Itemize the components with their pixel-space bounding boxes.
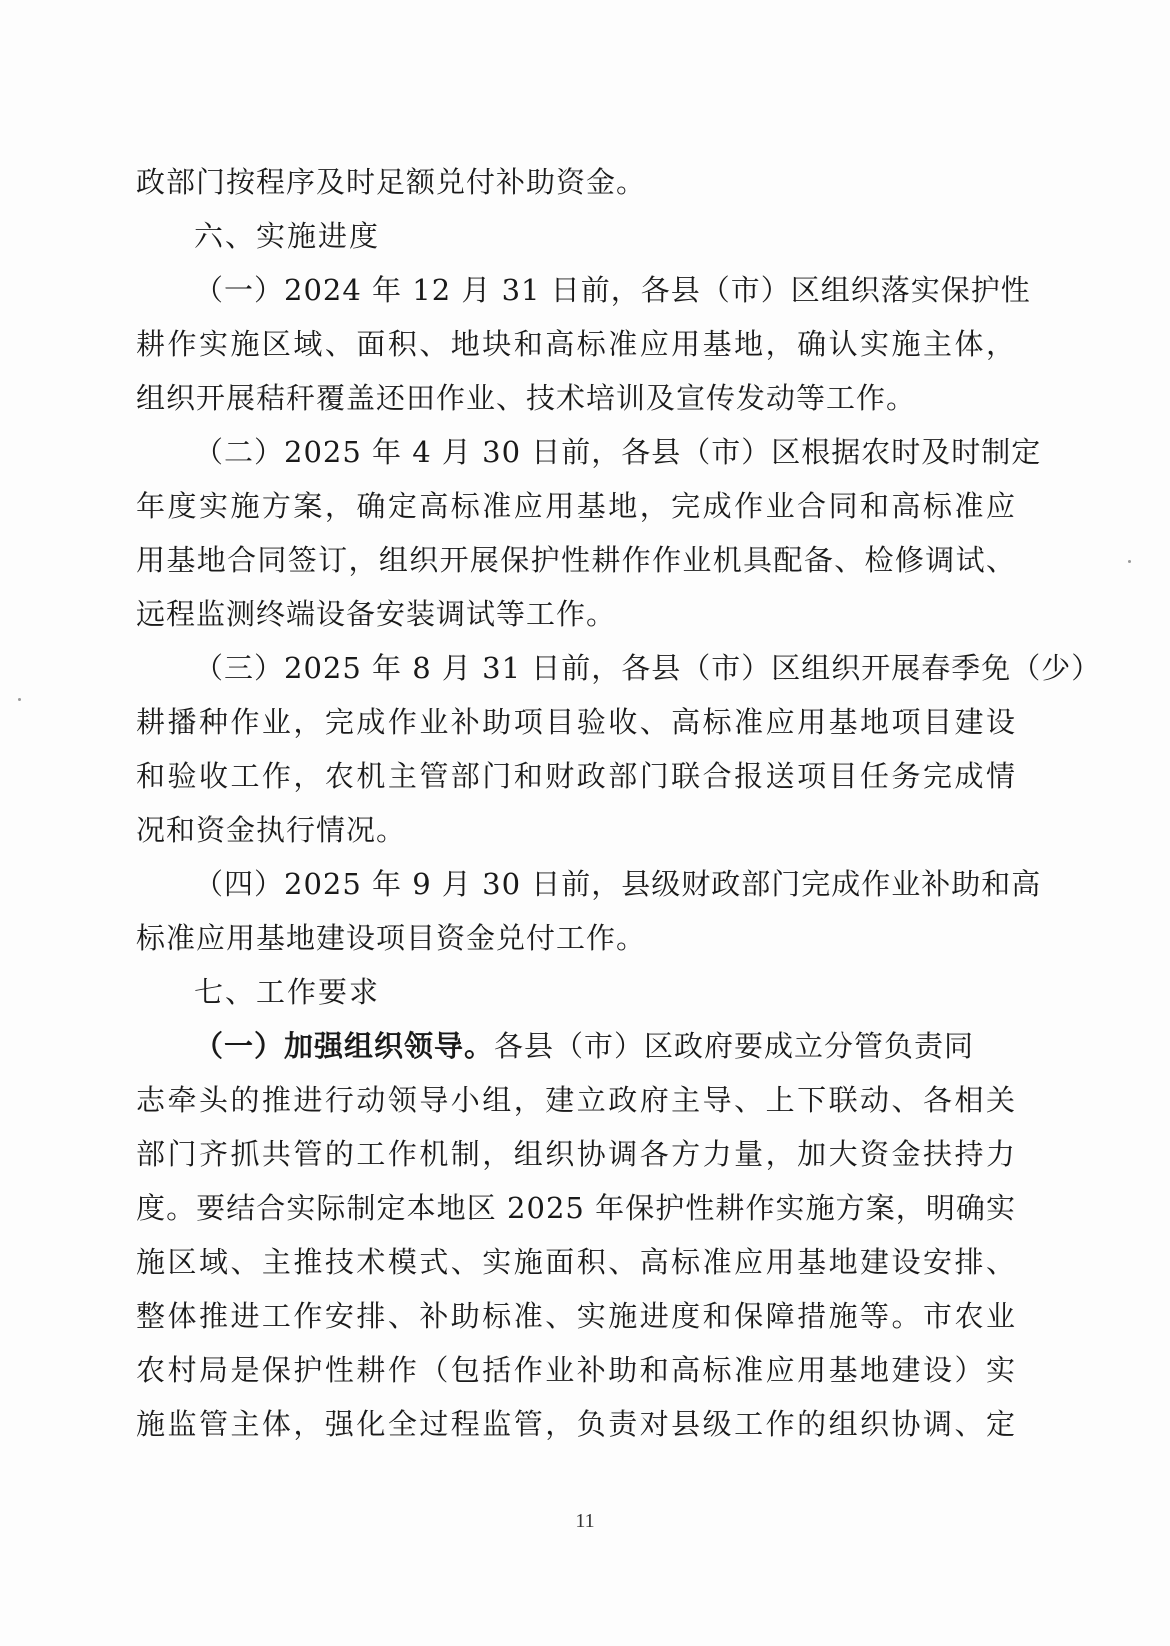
paragraph-line: 用基地合同签订，组织开展保护性耕作作业机具配备、检修调试、 xyxy=(136,543,1016,577)
paragraph-line: 年度实施方案，确定高标准应用基地，完成作业合同和高标准应 xyxy=(136,489,1016,523)
section-heading-6: 六、实施进度 xyxy=(194,219,381,253)
page-number: 11 xyxy=(575,1510,595,1532)
paragraph-line xyxy=(194,1019,1016,1073)
paragraph-text: 各县（市）区政府要成立分管负责同 xyxy=(494,1029,975,1063)
paragraph-line: 耕播种作业，完成作业补助项目验收、高标准应用基地项目建设 xyxy=(136,705,1016,739)
section-heading-7: 七、工作要求 xyxy=(194,975,381,1009)
paragraph-line: （二）2025 年 4 月 30 日前，各县（市）区根据农时及时制定 xyxy=(194,435,1042,469)
paragraph-line: 和验收工作，农机主管部门和财政部门联合报送项目任务完成情 xyxy=(136,759,1016,793)
paragraph-line: 施区域、主推技术模式、实施面积、高标准应用基地建设安排、 xyxy=(136,1245,1016,1279)
paragraph-line: 农村局是保护性耕作（包括作业补助和高标准应用基地建设）实 xyxy=(136,1353,1016,1387)
paragraph-line: 耕作实施区域、面积、地块和高标准应用基地，确认实施主体， xyxy=(136,327,1016,361)
bold-lead-text: （一）加强组织领导。 xyxy=(194,1029,495,1063)
paragraph-line: 度。要结合实际制定本地区 2025 年保护性耕作实施方案，明确实 xyxy=(136,1191,1016,1225)
paragraph-line: 况和资金执行情况。 xyxy=(136,813,407,847)
paragraph-line: （三）2025 年 8 月 31 日前，各县（市）区组织开展春季免（少） xyxy=(194,651,1102,685)
paragraph-line: 施监管主体，强化全过程监管，负责对县级工作的组织协调、定 xyxy=(136,1407,1016,1441)
paragraph-line: 组织开展秸秆覆盖还田作业、技术培训及宣传发动等工作。 xyxy=(136,381,917,415)
paragraph-line: 政部门按程序及时足额兑付补助资金。 xyxy=(136,165,647,199)
paragraph-line: 标准应用基地建设项目资金兑付工作。 xyxy=(136,921,647,955)
paragraph-line: 部门齐抓共管的工作机制，组织协调各方力量，加大资金扶持力 xyxy=(136,1137,1016,1171)
paragraph-line: （一）2024 年 12 月 31 日前，各县（市）区组织落实保护性 xyxy=(194,273,1031,307)
scan-speck xyxy=(1128,560,1131,563)
paragraph-line: 志牵头的推进行动领导小组，建立政府主导、上下联动、各相关 xyxy=(136,1083,1016,1117)
paragraph-line: 整体推进工作安排、补助标准、实施进度和保障措施等。市农业 xyxy=(136,1299,1016,1333)
paragraph-line: 远程监测终端设备安装调试等工作。 xyxy=(136,597,617,631)
scan-speck xyxy=(18,698,21,701)
paragraph-line: （四）2025 年 9 月 30 日前，县级财政部门完成作业补助和高 xyxy=(194,867,1042,901)
